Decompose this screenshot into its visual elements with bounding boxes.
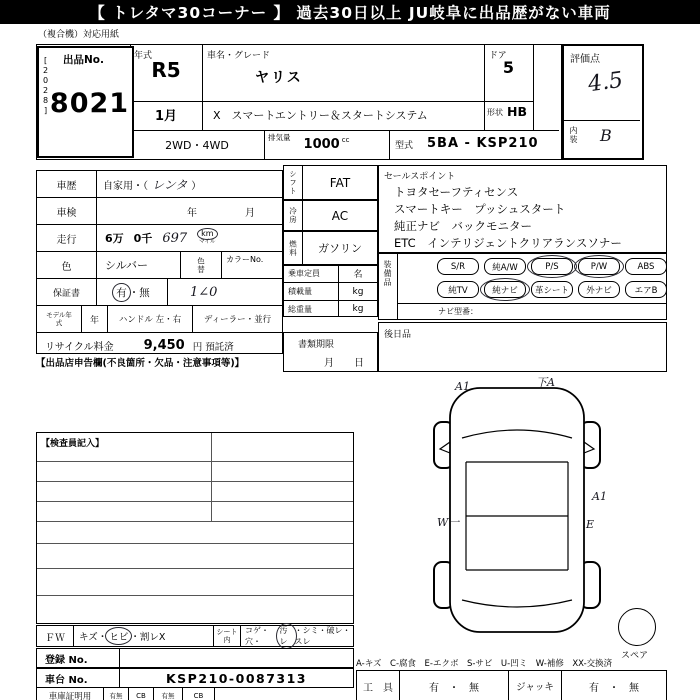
dealer-label: ディーラー・並行	[203, 315, 272, 325]
fuel-label-cell	[284, 231, 303, 265]
tools-box	[356, 670, 667, 700]
shape-value: HB	[507, 104, 527, 119]
interior-label: 内装	[569, 126, 578, 144]
displacement-value: 1000	[303, 137, 340, 152]
history-label: 車歴	[37, 171, 97, 197]
seat-condition	[241, 626, 353, 646]
shift-label: シフト	[288, 170, 298, 196]
score-value: 4.5	[586, 67, 625, 98]
color-value: シルバー	[97, 252, 181, 278]
gross-unit: kg	[338, 301, 377, 317]
warranty-handwritten: 1∠0	[190, 284, 218, 300]
inspector-box	[36, 432, 354, 624]
seat-circled: 汚レ	[278, 625, 295, 647]
divider	[389, 130, 390, 159]
damage-annotation: E	[586, 518, 595, 531]
capacity-label: 乗車定員	[288, 269, 320, 278]
lot-number: 8021	[49, 88, 130, 119]
handle-label: ハンドル 左・右	[108, 306, 193, 332]
divider	[130, 101, 533, 102]
left-table	[36, 170, 283, 354]
mileage-sen: 0千	[133, 232, 153, 245]
fw-post: ・割レX	[130, 632, 166, 643]
weights-box	[283, 264, 378, 317]
garage-label: 車庫証明用	[37, 688, 104, 700]
load-unit: kg	[338, 283, 377, 300]
later-items-label: 後日品	[384, 330, 412, 340]
ruled-line	[37, 568, 353, 569]
lot-label: 出品No.	[63, 54, 104, 66]
divider	[397, 303, 666, 304]
shaken-year: 年	[187, 207, 197, 219]
fuel-box	[283, 230, 378, 266]
score-box	[562, 44, 644, 160]
divider	[202, 45, 203, 130]
warranty-separator: ・	[128, 286, 140, 299]
divider	[564, 120, 640, 121]
recycle-fee: 9,450	[143, 338, 185, 353]
garage-cell: CB	[193, 691, 204, 700]
mileage-row	[37, 225, 282, 252]
car-top-view-diagram	[408, 376, 642, 642]
mileage-value	[97, 225, 282, 251]
fw-condition	[74, 626, 214, 646]
mileage-label: 走行	[37, 225, 97, 251]
damage-annotation: A1	[455, 380, 470, 393]
equipment-box	[378, 252, 667, 320]
ruled-line	[37, 595, 353, 596]
lot-box	[37, 46, 134, 158]
unit-km-circled: km	[201, 229, 214, 239]
fuel-value: ガソリン	[318, 242, 362, 255]
docs-month: 月	[324, 358, 334, 369]
shift-value: FAT	[329, 176, 351, 190]
car-name: ヤリス	[255, 70, 303, 86]
seat-pre: コゲ・穴・	[245, 626, 269, 646]
registration-value	[120, 649, 353, 667]
sales-point: 純正ナビ バックモニター	[394, 219, 532, 233]
fw-row	[36, 625, 354, 647]
equipment-chip-extnavi: 外ナビ	[578, 281, 620, 298]
recycle-label: リサイクル料金	[45, 342, 114, 353]
warranty-yes-circled: 有	[116, 286, 127, 299]
mileage-unit	[199, 230, 215, 246]
year-value: R5	[151, 58, 181, 82]
inspector-label: 【検査員記入】	[41, 439, 105, 449]
sales-label: セールスポイント	[384, 172, 456, 182]
seat-label-cell	[214, 626, 241, 646]
warranty-label: 保証書	[37, 279, 97, 305]
shaken-label: 車検	[37, 198, 97, 224]
ruled-line	[37, 543, 353, 544]
header-block	[36, 44, 562, 160]
garage-cell: CB	[129, 688, 154, 700]
door-label: ドア	[489, 51, 507, 61]
load-row	[284, 283, 377, 301]
month-value: 1月	[154, 109, 178, 124]
divider	[397, 253, 398, 319]
equipment-chip-pw-circled: P/W	[578, 258, 620, 275]
sales-point: トヨタセーフティセンス	[394, 185, 519, 199]
sales-point: スマートキー プッシュスタート	[394, 202, 566, 216]
mileage-handwritten: 697	[162, 230, 188, 246]
damage-annotation: 下A	[536, 376, 555, 389]
lot-stamp: [2028]	[41, 56, 50, 116]
equipment-chip-sr: S/R	[437, 258, 479, 275]
fw-label: ＦＷ	[37, 626, 74, 646]
interior-value: B	[600, 126, 612, 145]
modelyear-label: モデル年式	[46, 310, 72, 327]
shift-box	[283, 165, 378, 201]
history-handwritten: レンタ	[152, 177, 188, 192]
paper-note: （複合機）対応用紙	[38, 30, 120, 40]
tools-value: 有 ・ 無	[400, 671, 509, 700]
capacity-row	[284, 265, 377, 283]
seat-label: シート内	[216, 627, 238, 644]
equipment-chip-ps-circled: P/S	[531, 258, 573, 275]
registration-row	[36, 648, 354, 668]
divider	[533, 45, 534, 130]
ruled-line	[37, 501, 353, 502]
damage-legend: A-キズ C-腐食 E-エクボ S-サビ U-凹ミ W-補修 XX-交換済	[356, 659, 613, 669]
color-no-label: カラーNo.	[226, 255, 264, 264]
fw-pre: キズ・	[79, 632, 108, 643]
drive-type: 2WD・4WD	[165, 138, 229, 152]
divider	[211, 433, 212, 521]
later-items-box	[378, 322, 667, 372]
model-label: 型式	[395, 141, 414, 151]
shaken-value	[97, 198, 282, 224]
name-label: 車名・グレード	[207, 51, 271, 61]
jack-label: ジャッキ	[509, 671, 562, 700]
equipment-chip-leather: 革シート	[531, 281, 573, 298]
sales-point: ETC インテリジェントクリアランスソナー	[394, 236, 622, 250]
year-label: 年式	[134, 51, 153, 61]
warranty-no: 無	[139, 286, 150, 299]
unit-mile: マイル	[199, 239, 216, 246]
spare-tire-label: スペア	[621, 651, 649, 661]
docs-day: 日	[354, 358, 364, 369]
equipment-chip-abs: ABS	[625, 258, 667, 275]
displacement-unit: cc	[341, 136, 350, 144]
modelyear-row	[37, 306, 282, 333]
docs-box	[283, 332, 378, 372]
ruled-line	[37, 461, 353, 462]
history-row	[37, 171, 282, 198]
banner: 【 トレタマ30コーナー 】 過去30日以上 JU岐阜に出品歴がない車両	[0, 0, 700, 24]
shape-label: 形状	[487, 108, 503, 117]
tools-label: 工 具	[357, 671, 400, 700]
cool-label: 冷房	[288, 207, 298, 224]
shaken-row	[37, 198, 282, 225]
recycle-suffix: 円 預託済	[192, 341, 234, 353]
gross-label: 総重量	[288, 304, 312, 314]
mileage-man: 6万	[105, 232, 124, 245]
color-change-label: 色替	[196, 256, 206, 274]
modelyear-label-cell	[37, 306, 82, 332]
color-change-cell	[181, 252, 222, 278]
load-label: 積載量	[288, 287, 312, 296]
garage-cell: 有無	[154, 688, 183, 700]
displacement-label: 排気量	[268, 133, 291, 142]
door-value: 5	[502, 58, 515, 77]
history-text: 自家用・（	[103, 180, 148, 192]
sales-box	[378, 165, 667, 254]
equipment-chip-tv: 純TV	[437, 281, 479, 298]
capacity-unit: 名	[338, 265, 377, 282]
warranty-row	[37, 279, 282, 306]
cool-label-cell	[284, 200, 303, 231]
cool-value: AC	[331, 208, 349, 223]
equipment-chip-navi-circled: 純ナビ	[484, 281, 526, 298]
gross-row	[284, 301, 377, 317]
history-value	[97, 171, 282, 197]
declaration-label: 【出品店申告欄(不良箇所・欠品・注意事項等)】	[36, 358, 245, 369]
ruled-line	[37, 521, 353, 522]
navi-model-label: ナビ型番：	[438, 307, 478, 316]
seat-post: ・シミ・破レ・スレ	[294, 626, 351, 646]
equipment-chip-airbag: エアB	[625, 281, 667, 298]
garage-box	[36, 687, 215, 700]
damage-annotation: W一	[437, 516, 460, 529]
equipment-label: 装備品	[383, 260, 392, 287]
ruled-line	[37, 481, 353, 482]
docs-label: 書類期限	[298, 340, 335, 350]
fw-circled: ヒビ	[107, 629, 130, 643]
equipment-chip-aw: 純A/W	[484, 258, 526, 275]
model-code: 5BA - KSP210	[427, 136, 539, 151]
history-close: ）	[191, 180, 202, 192]
spare-tire-circle	[618, 608, 656, 646]
fuel-label: 燃料	[288, 239, 298, 257]
damage-annotation: A1	[592, 490, 607, 503]
score-label: 評価点	[570, 54, 600, 65]
garage-cell: 有無	[104, 688, 129, 700]
warranty-value	[97, 279, 168, 305]
color-row	[37, 252, 282, 279]
registration-label: 登録 No.	[37, 649, 120, 667]
shaken-month: 月	[245, 207, 255, 219]
color-label: 色	[37, 252, 97, 278]
chassis-row	[36, 668, 354, 688]
jack-value: 有 ・ 無	[589, 682, 639, 694]
modelyear-unit: 年	[82, 306, 108, 332]
displacement-cell	[264, 130, 389, 159]
cool-box	[283, 199, 378, 232]
chassis-number: KSP210-0087313	[165, 670, 307, 686]
shift-label-cell	[284, 166, 303, 200]
chassis-label: 車台 No.	[37, 669, 120, 687]
grade: X スマートエントリー＆スタートシステム	[213, 109, 428, 122]
